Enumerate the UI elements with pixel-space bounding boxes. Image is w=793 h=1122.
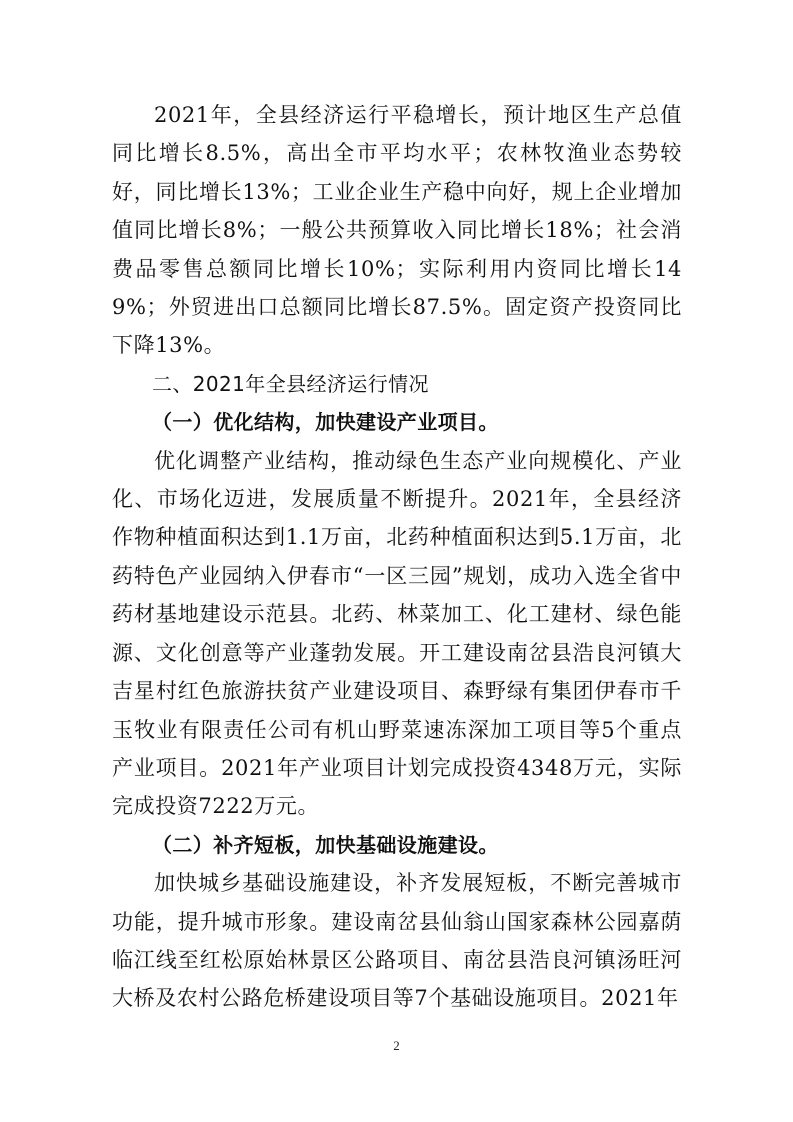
subheading-optimize-structure: （一）优化结构，加快建设产业项目。 bbox=[152, 410, 499, 435]
summary-paragraph: 2021年，全县经济运行平稳增长，预计地区生产总值同比增长8.5%，高出全市平均水平；农林牧渔业态势较好，同比增长13%；工业企业生产稳中向好，规上企业增加值同比增长8%；一般公共预算收入同比增长18%；社会消费品零售总额同比增长10%；实际利用内资同比增长149%；外贸进出口总额同比增长87.5%。固定资产投资同比下降13%。 bbox=[112, 103, 682, 358]
infrastructure-paragraph: 加快城乡基础设施建设，补齐发展短板，不断完善城市功能，提升城市形象。建设南岔县仙翁山国家森林公园嘉荫临江线至红松原始林景区公路项目、南岔县浩良河镇汤旺河大桥及农村公路危桥建设项目等7个基础设施项目。2021年 bbox=[112, 871, 682, 1011]
section-heading-2021-economy: 二、2021年全县经济运行情况 bbox=[152, 371, 429, 396]
industry-projects-paragraph: 优化调整产业结构，推动绿色生态产业向规模化、产业化、市场化迈进，发展质量不断提升。2021年，全县经济作物种植面积达到1.1万亩，北药种植面积达到5.1万亩，北药特色产业园纳入伊春市“一区三园”规划，成功入选全省中药材基地建设示范县。北药、林菜加工、化工建材、绿色能源、文化创意等产业蓬勃发展。开工建设南岔县浩良河镇大吉星村红色旅游扶贫产业建设项目、森野绿有集团伊春市千玉牧业有限责任公司有机山野菜速冻深加工项目等5个重点产业项目。2021年产业项目计划完成投资4348万元，实际完成投资7222万元。 bbox=[112, 448, 682, 819]
document-body bbox=[112, 96, 682, 1018]
page-number: 2 bbox=[393, 1038, 400, 1053]
subheading-infrastructure: （二）补齐短板，加快基础设施建设。 bbox=[152, 832, 499, 857]
